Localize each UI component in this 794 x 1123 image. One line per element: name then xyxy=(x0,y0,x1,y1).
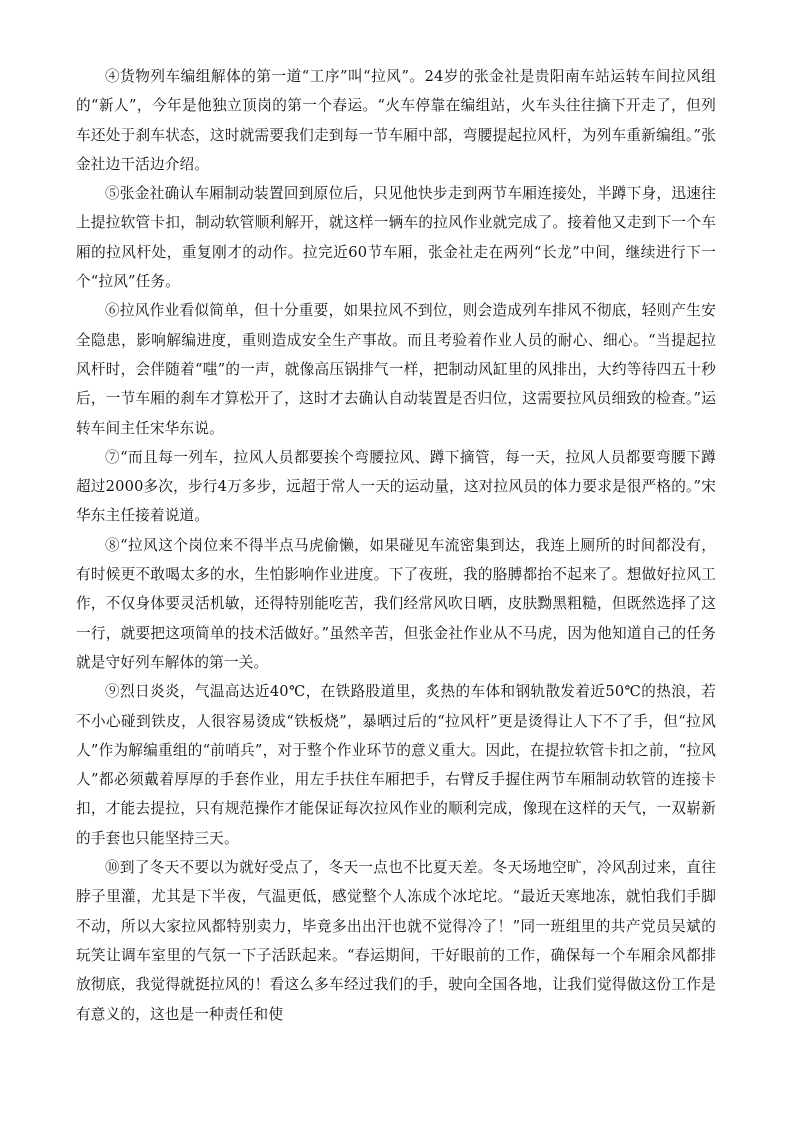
paragraph-9: ⑨烈日炎炎，气温高达近40℃，在铁路股道里，炙热的车体和钢轨散发着近50℃的热浪，若不小心碰到铁皮，人很容易烫成“铁板烧”，暴晒过后的“拉风杆”更是烫得让人下不了手，但“拉风人”作为解编重组的“前哨兵”，对于整个作业环节的意义重大。因此，在提拉软管卡扣之前，“拉风人”都必须戴着厚厚的手套作业，用左手扶住车厢把手，右臂反手握住两节车厢制动软管的连接卡扣，才能去提拉，只有规范操作才能保证每次拉风作业的顺利完成，像现在这样的天气，一双崭新的手套也只能坚持三天。 xyxy=(76,683,716,847)
document-page xyxy=(76,62,716,1029)
paragraph-8: ⑧“拉风这个岗位来不得半点马虎偷懒，如果碰见车流密集到达，我连上厕所的时间都没有，有时候更不敢喝太多的水，生怕影响作业进度。下了夜班，我的胳膊都抬不起来了。想做好拉风工作，不仅身体要灵活机敏，还得特别能吃苦，我们经常风吹日晒，皮肤黝黑粗糙，但既然选择了这一行，就要把这项简单的技术活做好。”虽然辛苦，但张金社作业从不马虎，因为他知道自己的任务就是守好列车解体的第一关。 xyxy=(76,536,716,671)
paragraph-5: ⑤张金社确认车厢制动装置回到原位后，只见他快步走到两节车厢连接处，半蹲下身，迅速往上提拉软管卡扣，制动软管顺利解开，就这样一辆车的拉风作业就完成了。接着他又走到下一个车厢的拉风杆处，重复刚才的动作。拉完近60节车厢，张金社走在两列“长龙”中间，继续进行下一个“拉风”任务。 xyxy=(76,185,716,291)
paragraph-4: ④货物列车编组解体的第一道“工序”叫“拉风”。24岁的张金社是贵阳南车站运转车间拉风组的“新人”，今年是他独立顶岗的第一个春运。“火车停靠在编组站，火车头往往摘下开走了，但列车还处于刹车状态，这时就需要我们走到每一节车厢中部，弯腰提起拉风杆，为列车重新编组。”张金社边干活边介绍。 xyxy=(76,68,716,173)
paragraph-10: ⑩到了冬天不要以为就好受点了，冬天一点也不比夏天差。冬天场地空旷，冷风刮过来，直往脖子里灌，尤其是下半夜，气温更低，感觉整个人冻成个冰坨坨。“最近天寒地冻，就怕我们手脚不动，所以大家拉风都特别卖力，毕竟多出出汗也就不觉得冷了！”同一班组里的共产党员吴斌的玩笑让调车室里的气氛一下子活跃起来。“春运期间，干好眼前的工作，确保每一个车厢余风都排放彻底，我觉得就挺拉风的！看这么多车经过我们的手，驶向全国各地，让我们觉得做这份工作是有意义的，这也是一种责任和使 xyxy=(76,859,716,1023)
paragraph-6: ⑥拉风作业看似简单，但十分重要，如果拉风不到位，则会造成列车排风不彻底，轻则产生安全隐患，影响解编进度，重则造成安全生产事故。而且考验着作业人员的耐心、细心。“当提起拉风杆时，会伴随着“嗤”的一声，就像高压锅排气一样，把制动风缸里的风排出，大约等待四五十秒后，一节车厢的刹车才算松开了，这时才去确认自动装置是否归位，这需要拉风员细致的检查。”运转车间主任宋华东说。 xyxy=(76,302,716,437)
paragraph-7: ⑦“而且每一列车，拉风人员都要挨个弯腰拉风、蹲下摘管，每一天，拉风人员都要弯腰下蹲超过2000多次，步行4万多步，远超于常人一天的运动量，这对拉风员的体力要求是很严格的。”宋华东主任接着说道。 xyxy=(76,448,716,525)
